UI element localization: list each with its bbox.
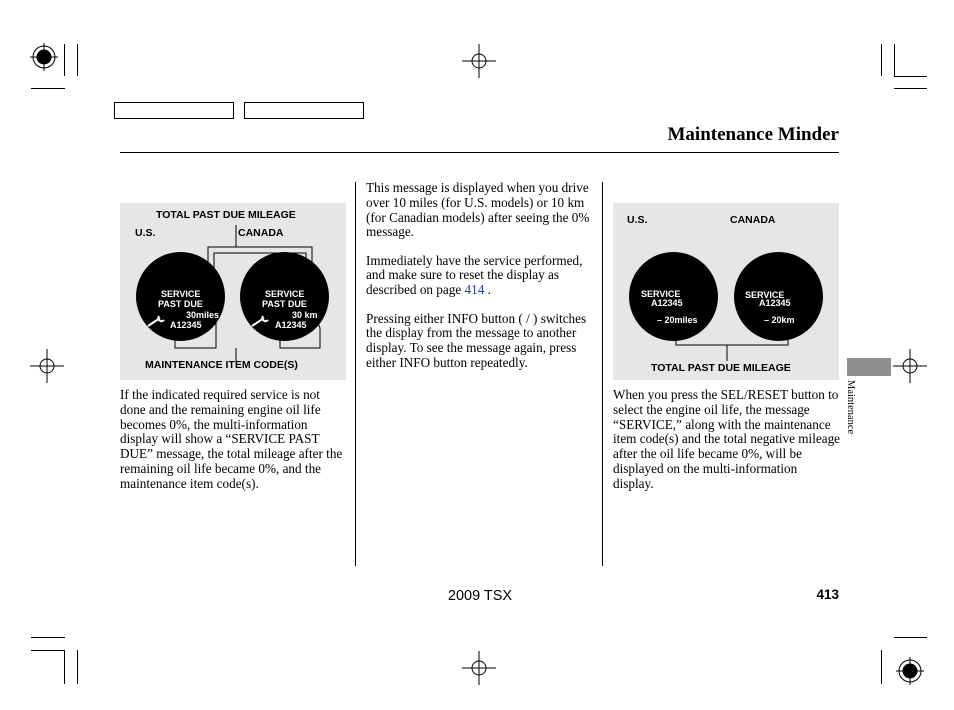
figure-label-item-codes: MAINTENANCE ITEM CODE(S) [145, 359, 298, 371]
canada-display-screen [734, 252, 823, 341]
service-negative-mileage-figure [613, 203, 839, 380]
middle-paragraph-1: This message is displayed when you drive over 10 miles (for U.S. models) or 10 km (for Canadian models) after seeing the 0% message. [366, 180, 590, 240]
header-rule [120, 152, 839, 153]
header-tab-2 [244, 102, 364, 119]
us-display-past-due: PAST DUE [158, 299, 203, 309]
column-divider-1 [355, 182, 356, 566]
canada-display-mileage: – 20km [764, 315, 795, 325]
us-display-code: A12345 [651, 298, 683, 308]
canada-display-service: SERVICE [265, 289, 305, 299]
us-display-mileage: – 20miles [657, 315, 698, 325]
page-title: Maintenance Minder [667, 124, 839, 145]
figure-label-canada: CANADA [730, 214, 776, 226]
figure-label-total-past-due: TOTAL PAST DUE MILEAGE [651, 362, 791, 374]
figure-label-us: U.S. [627, 214, 648, 226]
us-display-mileage: 30miles [186, 310, 220, 320]
footer-model: 2009 TSX [447, 588, 513, 604]
service-past-due-figure [120, 203, 346, 380]
canada-display-code: A12345 [759, 298, 791, 308]
figure-label-us: U.S. [135, 227, 156, 239]
figure-label-canada: CANADA [238, 227, 284, 239]
section-label: Maintenance [845, 380, 856, 435]
us-display-screen [136, 252, 225, 341]
middle-paragraph-3: Pressing either INFO button ( / ) switches the display from the message to another display. To see the message again, press either INFO button repeatedly. [366, 310, 587, 370]
right-column [613, 388, 841, 505]
section-tab [847, 358, 891, 376]
canada-display-past-due: PAST DUE [262, 299, 307, 309]
middle-column [366, 181, 596, 384]
canada-display-screen [240, 252, 329, 341]
page-reference-link[interactable]: 414 [464, 282, 485, 298]
us-display-screen [629, 252, 718, 341]
canada-display-code: A12345 [275, 320, 307, 330]
middle-paragraph-2: Immediately have the service performed, and make sure to reset the display as described on page 414 . [366, 252, 583, 298]
us-display-service: SERVICE [161, 289, 201, 299]
left-column [120, 388, 348, 505]
right-paragraph: When you press the SEL/RESET button to select the engine oil life, the message “SERVICE,” along with the maintenance item code(s) and the total negative mileage after the oil life became 0%, will be displayed on the multi-information display. [613, 387, 841, 491]
wrench-icon [250, 314, 272, 328]
column-divider-2 [602, 182, 603, 566]
figure-label-total-past-due: TOTAL PAST DUE MILEAGE [156, 209, 296, 221]
canada-display-mileage: 30 km [292, 310, 318, 320]
us-display-service: SERVICE [641, 289, 681, 299]
header-tab-1 [114, 102, 234, 119]
canada-display-service: SERVICE [745, 290, 785, 300]
left-paragraph: If the indicated required service is not done and the remaining engine oil life becomes 0%, the multi-information display will show a “SERVICE PAST DUE” message, the total mileage after the remaining oil life became 0%, and the maintenance item code(s). [120, 387, 343, 491]
page-number: 413 [816, 587, 839, 602]
wrench-icon [146, 314, 168, 328]
us-display-code: A12345 [170, 320, 202, 330]
